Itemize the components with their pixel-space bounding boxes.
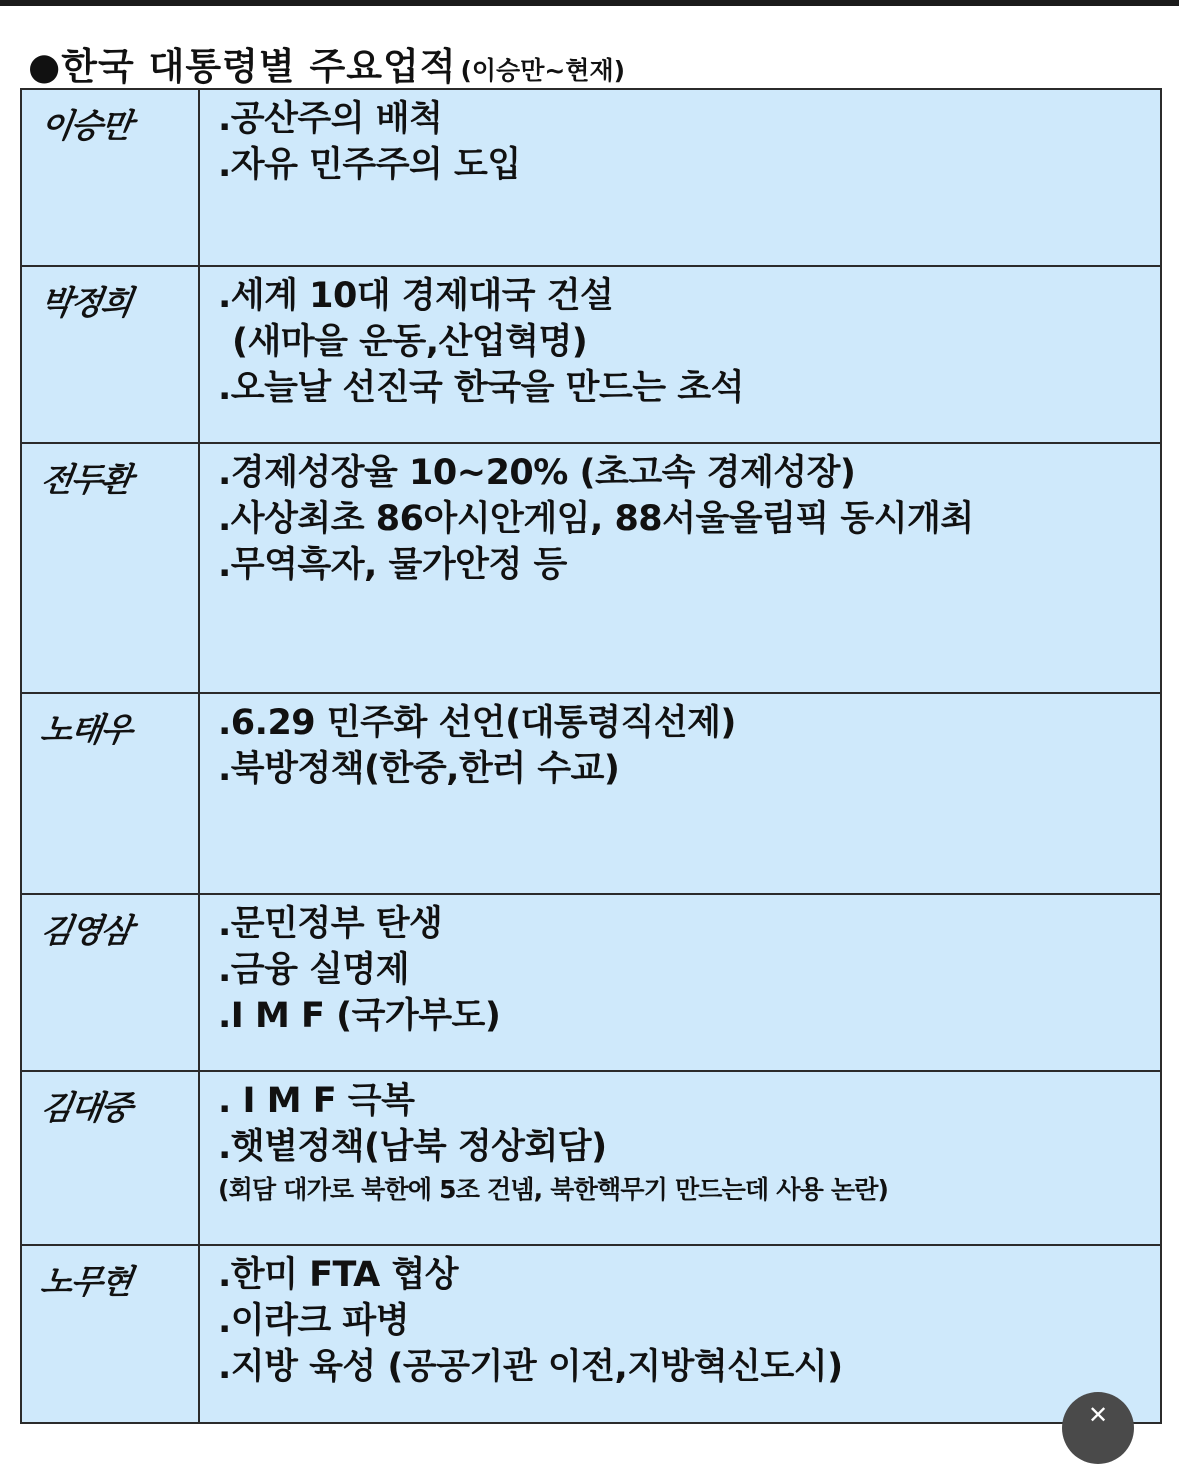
table-row xyxy=(21,89,1161,266)
table-row xyxy=(21,443,1161,693)
achievement-line: . I M F 극복 xyxy=(218,1081,415,1121)
page-title xyxy=(28,36,626,88)
achievements-cell xyxy=(199,89,1161,266)
achievement-line: .자유 민주주의 도입 xyxy=(218,145,521,185)
president-name: 김영삼 xyxy=(38,911,134,950)
president-name: 노태우 xyxy=(38,710,134,749)
table-row xyxy=(21,1071,1161,1245)
table-row xyxy=(21,894,1161,1071)
achievement-note: (회담 대가로 북한에 5조 건넴, 북한핵무기 만드는데 사용 논란) xyxy=(218,1175,889,1204)
achievement-line: .경제성장율 10~20% (초고속 경제성장) xyxy=(218,453,856,493)
presidents-table xyxy=(20,88,1162,1424)
achievement-line: .공산주의 배척 xyxy=(218,99,443,139)
president-name-cell xyxy=(21,693,199,894)
achievement-line: .금융 실명제 xyxy=(218,950,410,990)
table-row xyxy=(21,1245,1161,1423)
president-name: 김대중 xyxy=(38,1088,134,1127)
achievement-line: .세계 10대 경제대국 건설 xyxy=(218,276,614,316)
achievements-cell xyxy=(199,693,1161,894)
close-button[interactable] xyxy=(1062,1392,1134,1464)
achievements-cell xyxy=(199,1245,1161,1423)
title-main: ●한국 대통령별 주요업적 xyxy=(28,45,457,88)
president-name: 노무현 xyxy=(38,1262,134,1301)
achievement-line: .햇볕정책(남북 정상회담) xyxy=(218,1127,607,1167)
achievement-line: .북방정책(한중,한러 수교) xyxy=(218,749,620,789)
achievements-cell xyxy=(199,266,1161,443)
achievements-cell xyxy=(199,894,1161,1071)
president-name: 전두환 xyxy=(38,460,134,499)
president-name-cell xyxy=(21,1071,199,1245)
table-row xyxy=(21,693,1161,894)
achievement-line: (새마을 운동,산업혁명) xyxy=(232,322,588,362)
president-name-cell xyxy=(21,443,199,693)
achievement-line: .6.29 민주화 선언(대통령직선제) xyxy=(218,703,736,743)
president-name-cell xyxy=(21,89,199,266)
achievement-line: .무역흑자, 물가안정 등 xyxy=(218,545,567,585)
achievement-line: .이라크 파병 xyxy=(218,1301,410,1341)
achievement-line: .오늘날 선진국 한국을 만드는 초석 xyxy=(218,368,744,408)
president-name: 박정희 xyxy=(38,283,134,322)
top-bar xyxy=(0,0,1179,6)
achievements-cell xyxy=(199,1071,1161,1245)
president-name-cell xyxy=(21,1245,199,1423)
president-name-cell xyxy=(21,894,199,1071)
achievement-line: .문민정부 탄생 xyxy=(218,904,443,944)
achievement-line: .한미 FTA 협상 xyxy=(218,1255,459,1295)
title-subtitle: (이승만~현재) xyxy=(460,56,626,85)
achievement-line: .지방 육성 (공공기관 이전,지방혁신도시) xyxy=(218,1347,843,1387)
table-row xyxy=(21,266,1161,443)
achievement-line: .사상최초 86아시안게임, 88서울올림픽 동시개최 xyxy=(218,499,974,539)
achievements-cell xyxy=(199,443,1161,693)
x-icon: ✕ xyxy=(1087,1401,1109,1429)
president-name: 이승만 xyxy=(38,106,134,145)
achievement-line: .I M F (국가부도) xyxy=(218,996,501,1036)
president-name-cell xyxy=(21,266,199,443)
